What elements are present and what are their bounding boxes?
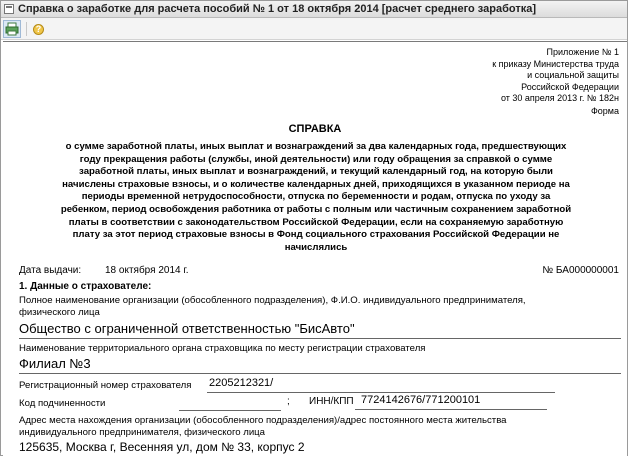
address-value[interactable]: 125635, Москва г, Весенняя ул, дом № 33, корпус 2 [19,440,305,454]
subject-line: заработной платы, иных выплат и вознаграждений, и текущий календарный год, на которую были [79,166,553,178]
subject-line: начислены страховые взносы, и о количестве календарных дней, приходящихся в указанном периоде на [62,178,570,190]
territorial-underline [19,373,621,374]
printer-icon [4,21,20,37]
reg-number-value[interactable]: 2205212321/ [209,377,274,389]
subject-line: начислялись [284,241,348,253]
inn-kpp-label: ИНН/КПП [309,396,354,407]
reg-number-label: Регистрационный номер страхователя [19,380,192,391]
document-heading: СПРАВКА [288,123,342,135]
appendix-line: и социальной защиты [527,70,619,80]
org-name-value[interactable]: Общество с ограниченной ответственностью "БисАвто" [19,321,355,336]
inn-kpp-value[interactable]: 7724142676/771200101 [361,394,481,406]
inn-kpp-underline [355,409,547,410]
address-label-line: индивидуального предпринимателя, физического лица [19,427,266,438]
help-button[interactable] [29,20,47,38]
issue-date-label: Дата выдачи: [19,265,82,276]
appendix-line: Приложение № 1 [546,47,619,57]
territorial-label: Наименование территориального органа страховщика по месту регистрации страхователя [19,343,426,354]
toolbar [1,18,627,40]
appendix-line: от 30 апреля 2013 г. № 182н [500,93,619,103]
address-label [19,415,507,439]
reg-number-underline [207,392,555,393]
subordination-label: Код подчиненности [19,398,106,409]
org-name-underline [19,338,621,339]
territorial-value[interactable]: Филиал №3 [19,356,91,371]
document-icon [4,4,14,14]
appendix-block [439,47,619,117]
org-name-label-line: физического лица [19,307,100,318]
appendix-line: Российской Федерации [521,81,619,92]
appendix-form-label: Форма [590,105,619,116]
print-button[interactable] [3,20,21,38]
subject-line: о сумме заработной платы, иных выплат и вознаграждений за два календарных года, предшествующих [65,141,567,152]
document-number: № БА000000001 [542,265,619,276]
subject-line: периоды временной нетрудоспособности, отпуска по беременности и родам, отпуска по уходу за [81,191,551,203]
address-label-line: Адрес места нахождения организации (обособленного подразделения)/адрес постоянного места жительства [19,415,507,426]
appendix-line: к приказу Министерства труда [492,58,619,69]
section-1-title: 1. Данные о страхователе: [19,281,152,292]
org-name-label-line: Полное наименование организации (обособленного подразделения), Ф.И.О. индивидуального предпринимателя, [19,295,526,306]
help-icon: ? [33,24,44,35]
issue-date-value: 18 октября 2014 г. [105,265,189,276]
field-separator: ; [287,396,290,407]
subordination-underline [179,410,281,411]
document-subject [27,141,605,254]
subject-line: ребенком, период освобождения работника от работы с полным или частичным сохранением заработной [60,203,572,215]
document-area [3,41,627,457]
subject-line: плату за этот период страховые взносы в Фонд социального страхования Российской Федерации не [72,229,560,241]
subject-line: платы в соответствии с законодательством Российской Федерации, если на сохраняемую заработную [68,216,564,228]
toolbar-separator [26,22,27,36]
org-name-label [19,295,526,319]
window-title: Справка о заработке для расчета пособий № 1 от 18 октября 2014 [расчет среднего заработка] [18,3,536,15]
subject-line: году прекращения работы (службы, иной деятельности) или году обращения за справкой о сумме [79,153,553,165]
window-titlebar [1,1,627,18]
